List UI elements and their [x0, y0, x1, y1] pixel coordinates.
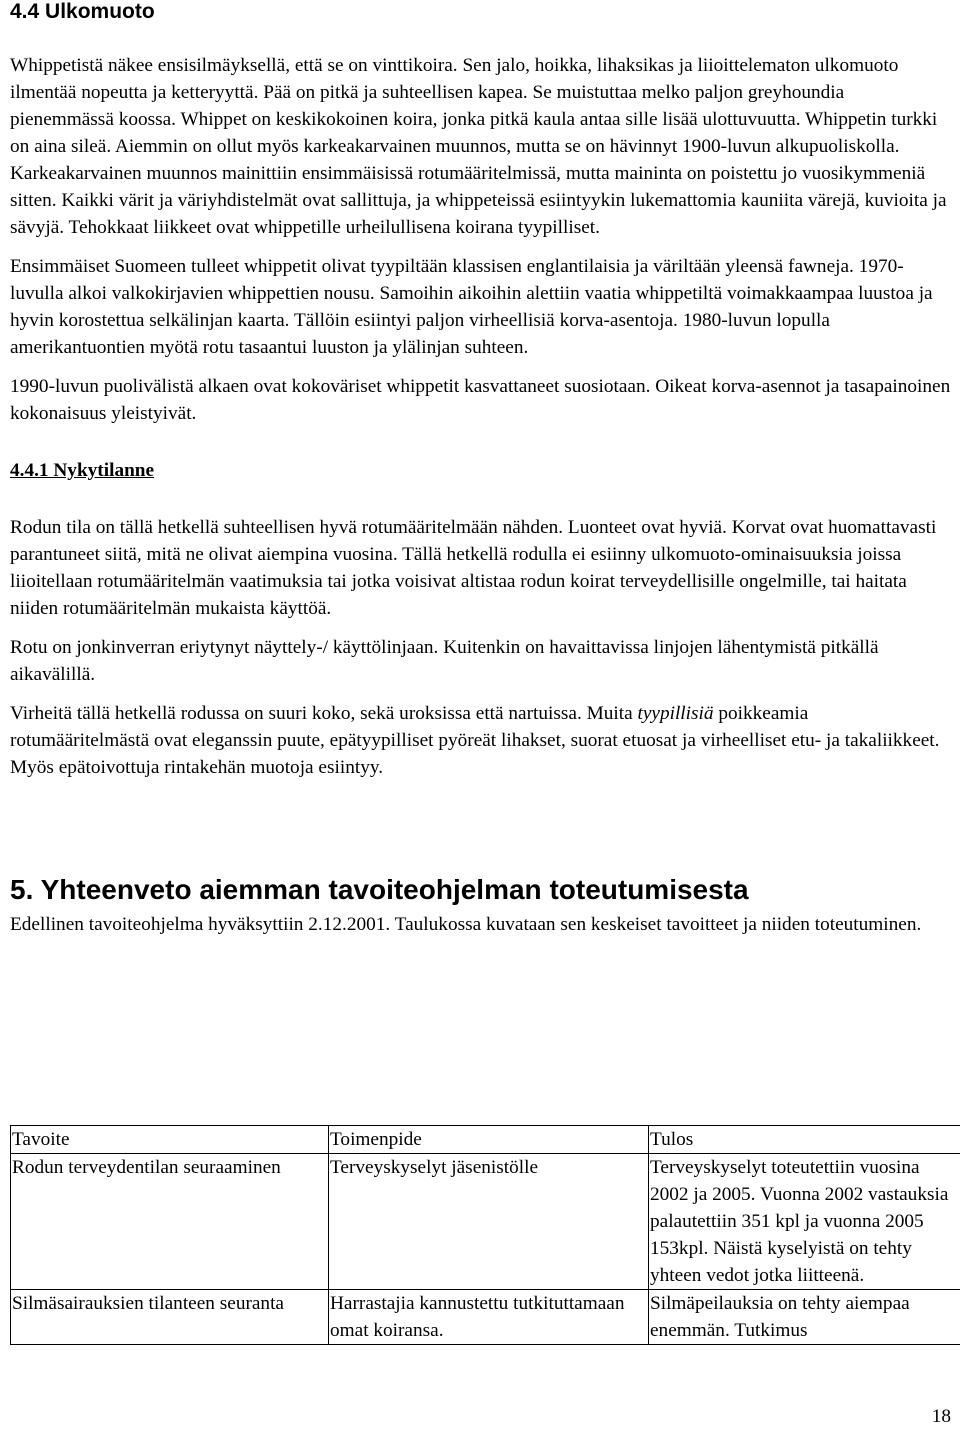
chapter-heading: 5. Yhteenveto aiemman tavoiteohjelman toteutumisesta — [10, 874, 749, 905]
section-heading: 4.4 Ulkomuoto — [10, 0, 155, 23]
table-header-action: Toimenpide — [329, 1126, 649, 1154]
goals-table — [10, 1125, 960, 1345]
section-paragraph-1: Whippetistä näkee ensisilmäyksellä, että se on vinttikoira. Sen jalo, hoikka, lihaksikas ja liioittelematon ulkomuoto ilmentää nopeutta ja ketteryyttä. Pää on pitkä ja suhteellisen kapea. Se muistuttaa melko paljon greyhoundia pienemmässä koossa. Whippet on keskikokoinen koira, jonka pitkä kaula antaa sille lisää ulottuvuutta. Whippetin turkki on aina sileä. Aiemmin on ollut myös karkeakarvainen muunnos, mutta se on hävinnyt 1900-luvun alkupuoliskolla. Karkeakarvainen muunnos mainittiin ensimmäisissä rotumääritelmissä, mutta maininta on poistettu jo vuosikymmeniä sitten. Kaikki värit ja väriyhdistelmät ovat sallittuja, ja whippeteissä esiintyykin lukemattomia kauniita värejä, kuvioita ja sävyjä. Tehokkaat liikkeet ovat whippetille urheilullisena koirana tyypilliset. — [10, 55, 947, 238]
page-number: 18 — [931, 1406, 951, 1427]
subsection-paragraph-1: Rodun tila on tällä hetkellä suhteellisen hyvä rotumääritelmään nähden. Luonteet ovat hyviä. Korvat ovat huomattavasti parantuneet siitä, mitä ne olivat aiempina vuosina. Tällä hetkellä rodulla ei esiinny ulkomuoto-ominaisuuksia joissa liioitellaan rotumääritelmän vaatimuksia tai jotka voisivat altistaa rodun koirat terveydellisille ongelmille, tai haitata niiden rotumääritelmän mukaista käyttöä. — [10, 517, 937, 619]
table-cell-action: Terveyskyselyt jäsenistölle — [329, 1154, 649, 1290]
chapter-intro: Edellinen tavoiteohjelma hyväksyttiin 2.12.2001. Taulukossa kuvataan sen keskeiset tavoitteet ja niiden toteutuminen. — [10, 914, 922, 935]
subsection-paragraph-3 — [10, 700, 952, 781]
table-cell-action: Harrastajia kannustettu tutkituttamaan omat koiransa. — [329, 1290, 649, 1345]
subsection-heading: 4.4.1 Nykytilanne — [10, 460, 155, 481]
section-paragraph-2: Ensimmäiset Suomeen tulleet whippetit olivat tyypiltään klassisen englantilaisia ja väriltään yleensä fawneja. 1970-luvulla alkoi valkokirjavien whippettien nousu. Samoihin aikoihin alettiin vaatia whippetiltä voimakkaampaa luustoa ja hyvin korostettua selkälinjan kaarta. Tällöin esiintyi paljon virheellisiä korva-asentoja. 1980-luvun lopulla amerikantuontien myötä rotu tasaantui luuston ja ylälinjan suhteen. — [10, 256, 933, 358]
table-row — [11, 1290, 960, 1345]
table-cell-goal: Silmäsairauksien tilanteen seuranta — [11, 1290, 329, 1345]
table-row — [11, 1154, 960, 1290]
paragraph-italic-word: tyypillisiä — [637, 703, 714, 724]
table-cell-result: Terveyskyselyt toteutettiin vuosina 2002 ja 2005. Vuonna 2002 vastauksia palautettiin 351 kpl ja vuonna 2005 153kpl. Näistä kyselyistä on tehty yhteen vedot jotka liitteenä. — [649, 1154, 960, 1290]
table-header-result: Tulos — [649, 1126, 960, 1154]
document-page — [10, 0, 952, 1341]
table-header-row — [11, 1126, 960, 1154]
paragraph-text-end: poikkeamia rotumääritelmästä ovat eleganssin puute, epätyypilliset pyöreät lihakset, suorat etuosat ja virheelliset etu- ja takaliikkeet. Myös epätoivottuja rintakehän muotoja esiintyy. — [10, 703, 940, 778]
table-cell-goal: Rodun terveydentilan seuraaminen — [11, 1154, 329, 1290]
table-cell-result: Silmäpeilauksia on tehty aiempaa enemmän. Tutkimus — [649, 1290, 960, 1345]
paragraph-text-start: Virheitä tällä hetkellä rodussa on suuri koko, sekä uroksissa että nartuissa. Muita — [10, 703, 638, 724]
section-paragraph-3: 1990-luvun puolivälistä alkaen ovat kokoväriset whippetit kasvattaneet suosiotaan. Oikeat korva-asennot ja tasapainoinen kokonaisuus yleistyivät. — [10, 376, 951, 424]
table-header-goal: Tavoite — [11, 1126, 329, 1154]
subsection-paragraph-2: Rotu on jonkinverran eriytynyt näyttely-/ käyttölinjaan. Kuitenkin on havaittavissa linjojen lähentymistä pitkällä aikavälillä. — [10, 637, 879, 685]
